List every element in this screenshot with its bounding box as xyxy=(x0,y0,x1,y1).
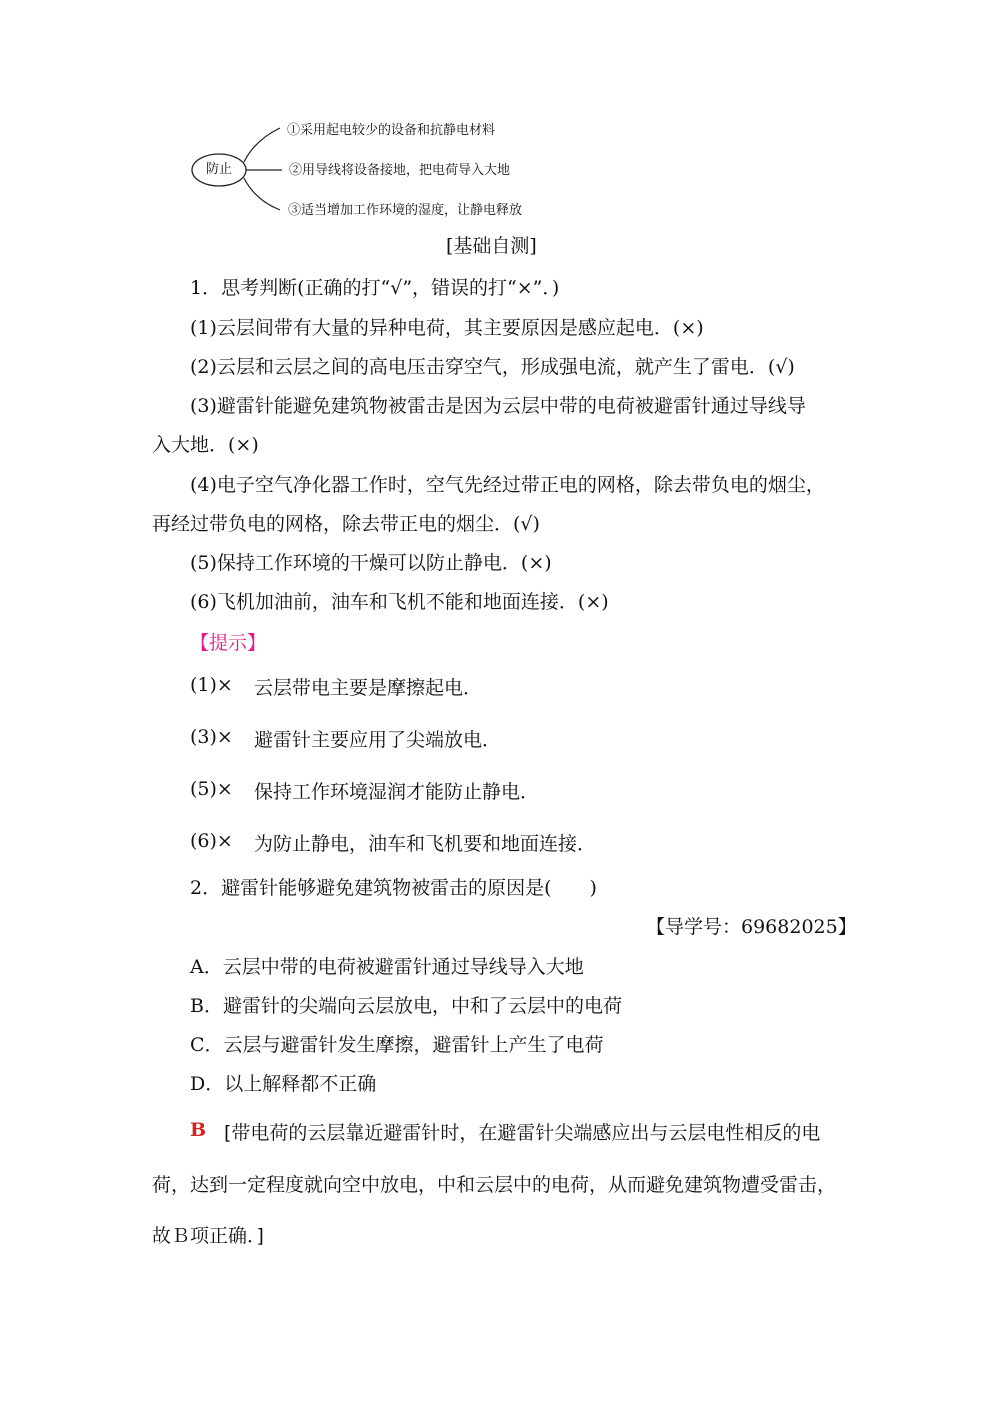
q2-option-c: C．云层与避雷针发生摩擦，避雷针上产生了电荷 xyxy=(190,1034,604,1056)
hint-item-2-num: (3)× xyxy=(190,726,233,748)
diagram-branch-3: ③适当增加工作环境的湿度，让静电释放 xyxy=(288,203,523,218)
q1-item-2: (2)云层和云层之间的高电压击穿空气，形成强电流，就产生了雷电．(√) xyxy=(190,356,795,378)
q2-explanation-1: [带电荷的云层靠近避雷针时，在避雷针尖端感应出与云层电性相反的电 xyxy=(224,1122,821,1144)
diagram-branch-line-1 xyxy=(244,128,280,162)
q2-explanation-3: 故Ｂ项正确．] xyxy=(152,1225,264,1247)
q1-item-6: (6)飞机加油前，油车和飞机不能和地面连接．(×) xyxy=(190,591,609,613)
q1-item-4-cont: 再经过带负电的网格，除去带正电的烟尘．(√) xyxy=(152,513,540,535)
diagram-center-label: 防止 xyxy=(206,162,233,177)
q1-item-3: (3)避雷针能避免建筑物被雷击是因为云层中带的电荷被避雷针通过导线导 xyxy=(190,395,806,417)
hint-item-2-text: 避雷针主要应用了尖端放电． xyxy=(254,729,502,751)
diagram-branch-line-3 xyxy=(244,178,280,210)
hint-item-1-text: 云层带电主要是摩擦起电． xyxy=(254,677,483,699)
section-title: [基础自测] xyxy=(446,235,537,257)
q2-answer-letter: B xyxy=(190,1119,207,1141)
hint-label: 【提示】 xyxy=(190,632,267,654)
hint-item-4-num: (6)× xyxy=(190,830,233,852)
q2-title: 2．避雷针能够避免建筑物被雷击的原因是( ) xyxy=(190,877,597,899)
q1-item-1: (1)云层间带有大量的异种电荷，其主要原因是感应起电．(×) xyxy=(190,317,704,339)
q2-option-a: A．云层中带的电荷被避雷针通过导线导入大地 xyxy=(190,956,584,978)
hint-item-4-text: 为防止静电，油车和飞机要和地面连接． xyxy=(254,833,597,855)
q2-explanation-2: 荷，达到一定程度就向空中放电，中和云层中的电荷，从而避免建筑物遭受雷击， xyxy=(152,1174,837,1196)
diagram-lines xyxy=(0,0,560,230)
q1-item-5: (5)保持工作环境的干燥可以防止静电．(×) xyxy=(190,552,552,574)
q1-title: 1．思考判断(正确的打“√”，错误的打“×”．) xyxy=(190,277,560,299)
diagram-branch-1: ①采用起电较少的设备和抗静电材料 xyxy=(287,123,496,138)
q2-ref: 【导学号：69682025】 xyxy=(646,916,857,938)
q2-option-b: B．避雷针的尖端向云层放电，中和了云层中的电荷 xyxy=(190,995,622,1017)
diagram-branch-2: ②用导线将设备接地，把电荷导入大地 xyxy=(289,163,511,178)
hint-item-3-text: 保持工作环境湿润才能防止静电． xyxy=(254,781,540,803)
q2-option-d: D．以上解释都不正确 xyxy=(190,1073,377,1095)
q1-item-4: (4)电子空气净化器工作时，空气先经过带正电的网格，除去带负电的烟尘， xyxy=(190,474,825,496)
q1-item-3-cont: 入大地．(×) xyxy=(152,434,259,456)
hint-item-1-num: (1)× xyxy=(190,674,233,696)
hint-item-3-num: (5)× xyxy=(190,778,233,800)
